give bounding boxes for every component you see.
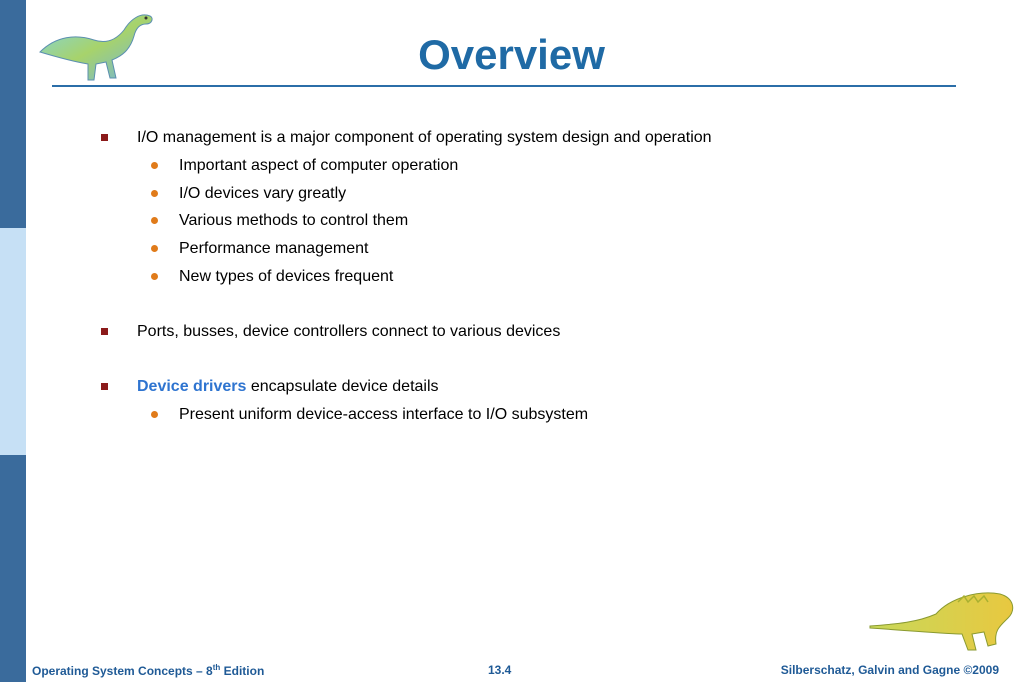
square-bullet-icon [101,383,108,390]
sub-bullet-item: Performance management [179,240,369,257]
sub-bullet-item: Important aspect of computer operation [179,157,459,174]
bullet-item-text: encapsulate device details [246,378,439,395]
sub-bullet-item: I/O devices vary greatly [179,185,347,202]
footer-book-title-text: Operating System Concepts – 8 [32,664,213,678]
keyword-device-drivers: Device drivers [137,378,247,395]
slide-title: Overview [418,31,605,78]
sub-bullet-item: Present uniform device-access interface to I/O subsystem [179,406,589,423]
sub-bullet-item: New types of devices frequent [179,268,394,285]
footer-edition-text: Edition [220,664,265,678]
footer-book-title [32,663,264,678]
bullet-item: Ports, busses, device controllers connect to various devices [137,323,561,340]
square-bullet-icon [101,328,108,335]
dot-bullet-icon [151,411,158,418]
dot-bullet-icon [151,245,158,252]
slide-number: 13.4 [488,663,512,677]
dot-bullet-icon [151,273,158,280]
square-bullet-icon [101,134,108,141]
sub-bullet-item: Various methods to control them [179,212,409,229]
dot-bullet-icon [151,190,158,197]
bullet-item [137,377,439,397]
footer-authors: Silberschatz, Galvin and Gagne ©2009 [780,663,999,677]
bullet-item: I/O management is a major component of operating system design and operation [137,129,712,146]
dot-bullet-icon [151,162,158,169]
dot-bullet-icon [151,217,158,224]
footer-edition-sup: th [212,663,221,672]
